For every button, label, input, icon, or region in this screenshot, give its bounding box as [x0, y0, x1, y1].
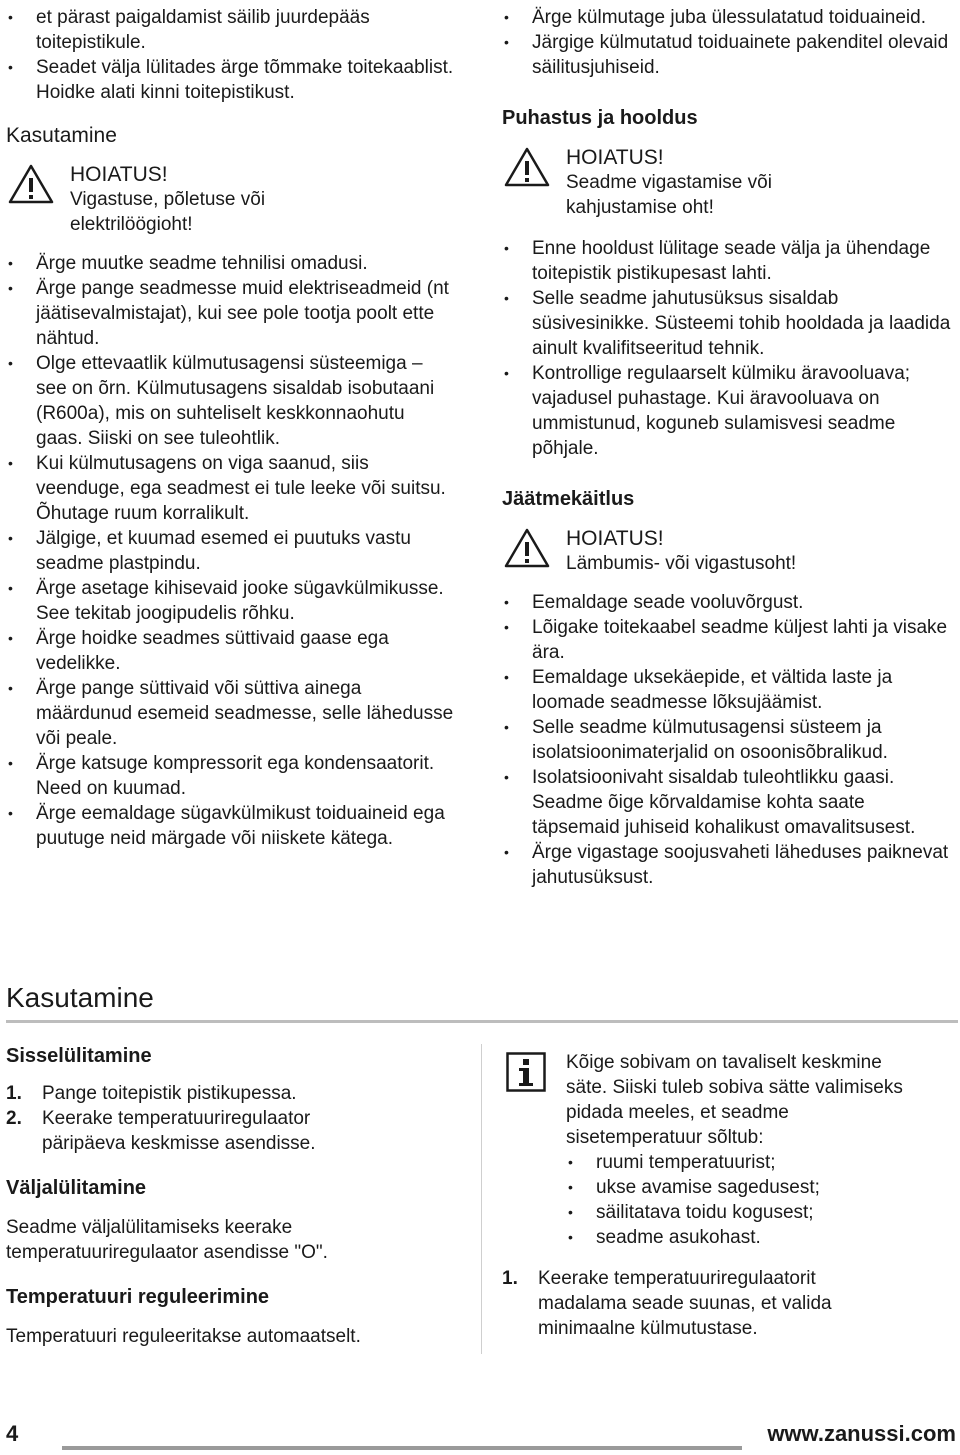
list-item: • Kontrollige regulaarselt külmiku äravooluava; vajadusel puhastage. Kui äravooluava on ummistunud, koguneb sulamisvesi seadme põhjale.	[502, 361, 957, 461]
intro-bullet-0-continued	[6, 5, 456, 55]
list-item: • Ärge muutke seadme tehnilisi omadusi.	[6, 251, 456, 276]
storage-bullet-list	[502, 5, 957, 80]
section-heading: Kasutamine	[6, 982, 154, 1013]
left-column	[6, 5, 456, 851]
list-item	[502, 1266, 957, 1341]
warning-title: HOIATUS!	[70, 163, 168, 186]
step-number: 2.	[6, 1108, 22, 1129]
info-note	[502, 1050, 957, 1250]
step-number: 1.	[502, 1268, 518, 1289]
list-item: • Ärge külmutage juba ülessulatatud toiduaineid.	[502, 5, 957, 30]
list-item: • Ärge pange süttivaid või süttiva ainega määrdunud esemeid seadmesse, selle lähedusse või peale.	[6, 676, 456, 751]
warning-icon	[504, 528, 550, 568]
step-text: Pange toitepistik pistikupessa.	[42, 1083, 297, 1104]
care-warning	[502, 145, 957, 220]
list-item: et pärast paigaldamist säilib juurdepääs toitepistikule.	[36, 7, 370, 53]
section-divider	[6, 1020, 958, 1023]
list-item: • säilitatava toidu kogusest;	[566, 1200, 957, 1225]
step-text: Keerake temperatuuriregulaatorit madalama seade suunas, et valida minimaalne külmutustase.	[538, 1268, 832, 1339]
list-item	[6, 1106, 456, 1156]
warning-icon	[8, 164, 54, 204]
switch-on-steps	[6, 1081, 456, 1156]
switch-off-text: Seadme väljalülitamiseks keerake temperatuuriregulaator asendisse "O".	[6, 1217, 328, 1263]
disposal-heading: Jäätmekäitlus	[502, 488, 635, 510]
list-item: • Ärge hoidke seadmes süttivaid gaase ega vedelikke.	[6, 626, 456, 676]
list-item: • Selle seadme jahutusüksus sisaldab süsivesinikke. Süsteemi tohib hooldada ja laadida ainult kvalifitseeritud tehnik.	[502, 286, 957, 361]
warning-text: Seadme vigastamise või kahjustamise oht!	[566, 172, 772, 218]
list-item: • Ärge vigastage soojusvaheti läheduses paiknevat jahutusüksust.	[502, 840, 957, 890]
list-item: • Ärge eemaldage sügavkülmikust toiduaineid ega puutuge neid märgade või niiskete kätega.	[6, 801, 456, 851]
usage-bullet-list	[6, 251, 456, 851]
list-item: • Lõigake toitekaabel seadme küljest lahti ja visake ära.	[502, 615, 957, 665]
page-number: 4	[6, 1421, 19, 1446]
usage-warning	[6, 162, 456, 237]
switch-off-heading: Väljalülitamine	[6, 1177, 147, 1199]
footer-rule	[62, 1446, 742, 1450]
website-link[interactable]: www.zanussi.com	[767, 1421, 956, 1446]
care-heading: Puhastus ja hooldus	[502, 107, 698, 129]
list-item: • Järgige külmutatud toiduainete pakenditel olevaid säilitusjuhiseid.	[502, 30, 957, 80]
warning-title: HOIATUS!	[566, 527, 664, 550]
list-item: • Ärge asetage kihisevaid jooke sügavkülmikusse. See tekitab joogipudelis rõhku.	[6, 576, 456, 626]
warning-icon	[504, 147, 550, 187]
disposal-bullet-list	[502, 590, 957, 890]
disposal-warning	[502, 526, 957, 576]
list-item: • ukse avamise sagedusest;	[566, 1175, 957, 1200]
list-item: • Ärge pange seadmesse muid elektriseadmeid (nt jäätisevalmistajat), kui see pole tootja poolt ette nähtud.	[6, 276, 456, 351]
step-number: 1.	[6, 1083, 22, 1104]
list-item: • ruumi temperatuurist;	[566, 1150, 957, 1175]
list-item: • Enne hooldust lülitage seade välja ja ühendage toitepistik pistikupesast lahti.	[502, 236, 957, 286]
list-item: • Jälgige, et kuumad esemed ei puutuks vastu seadme plastpindu.	[6, 526, 456, 576]
list-item: • Eemaldage seade vooluvõrgust.	[502, 590, 957, 615]
list-item: • Kui külmutusagens on viga saanud, siis veenduge, ega seadmest ei tule leeke või suitsu. Õhutage ruum korralikult.	[6, 451, 456, 526]
warning-title: HOIATUS!	[566, 146, 664, 169]
list-item: • Eemaldage uksekäepide, et vältida laste ja loomade seadmesse lõksujäämist.	[502, 665, 957, 715]
column-divider	[481, 1044, 482, 1354]
info-steps	[502, 1266, 957, 1341]
info-bullet-list	[566, 1150, 957, 1250]
list-item	[6, 1081, 456, 1106]
list-item: • Olge ettevaatlik külmutusagensi süsteemiga – see on õrn. Külmutusagens sisaldab isobutaani (R600a), mis on suhteliselt keskkonnaohutu gaas. Siiski on see tuleohtlik.	[6, 351, 456, 451]
temp-heading: Temperatuuri reguleerimine	[6, 1286, 270, 1308]
lower-right-column	[502, 1050, 957, 1341]
list-item: • Selle seadme külmutusagensi süsteem ja isolatsioonimaterjalid on osoonisõbralikud.	[502, 715, 957, 765]
list-item: • Seadet välja lülitades ärge tõmmake toitekaablist. Hoidke alati kinni toitepistikust.	[6, 55, 456, 105]
info-icon	[506, 1052, 546, 1092]
usage-heading: Kasutamine	[6, 124, 117, 147]
list-item: • Ärge katsuge kompressorit ega kondensaatorit. Need on kuumad.	[6, 751, 456, 801]
lower-left-column	[6, 1044, 456, 1349]
temp-text: Temperatuuri reguleeritakse automaatselt.	[6, 1326, 361, 1347]
list-item: • Isolatsioonivaht sisaldab tuleohtlikku gaasi. Seadme õige kõrvaldamise kohta saate täpsemaid juhiseid kohalikust omavalitsusest.	[502, 765, 957, 840]
warning-text: Vigastuse, põletuse või elektrilöögioht!	[70, 189, 266, 235]
care-bullet-list	[502, 236, 957, 461]
switch-on-heading: Sisselülitamine	[6, 1045, 152, 1067]
right-column	[502, 5, 957, 890]
info-text: Kõige sobivam on tavaliselt keskmine säte. Siiski tuleb sobiva sätte valimiseks pidada meeles, et seadme sisetemperatuur sõltub:	[566, 1052, 903, 1148]
list-item: • seadme asukohast.	[566, 1225, 957, 1250]
intro-bullet-list	[6, 5, 456, 105]
warning-text: Lämbumis- või vigastusoht!	[566, 553, 797, 574]
step-text: Keerake temperatuuriregulaator päripäeva keskmisse asendisse.	[42, 1108, 316, 1154]
